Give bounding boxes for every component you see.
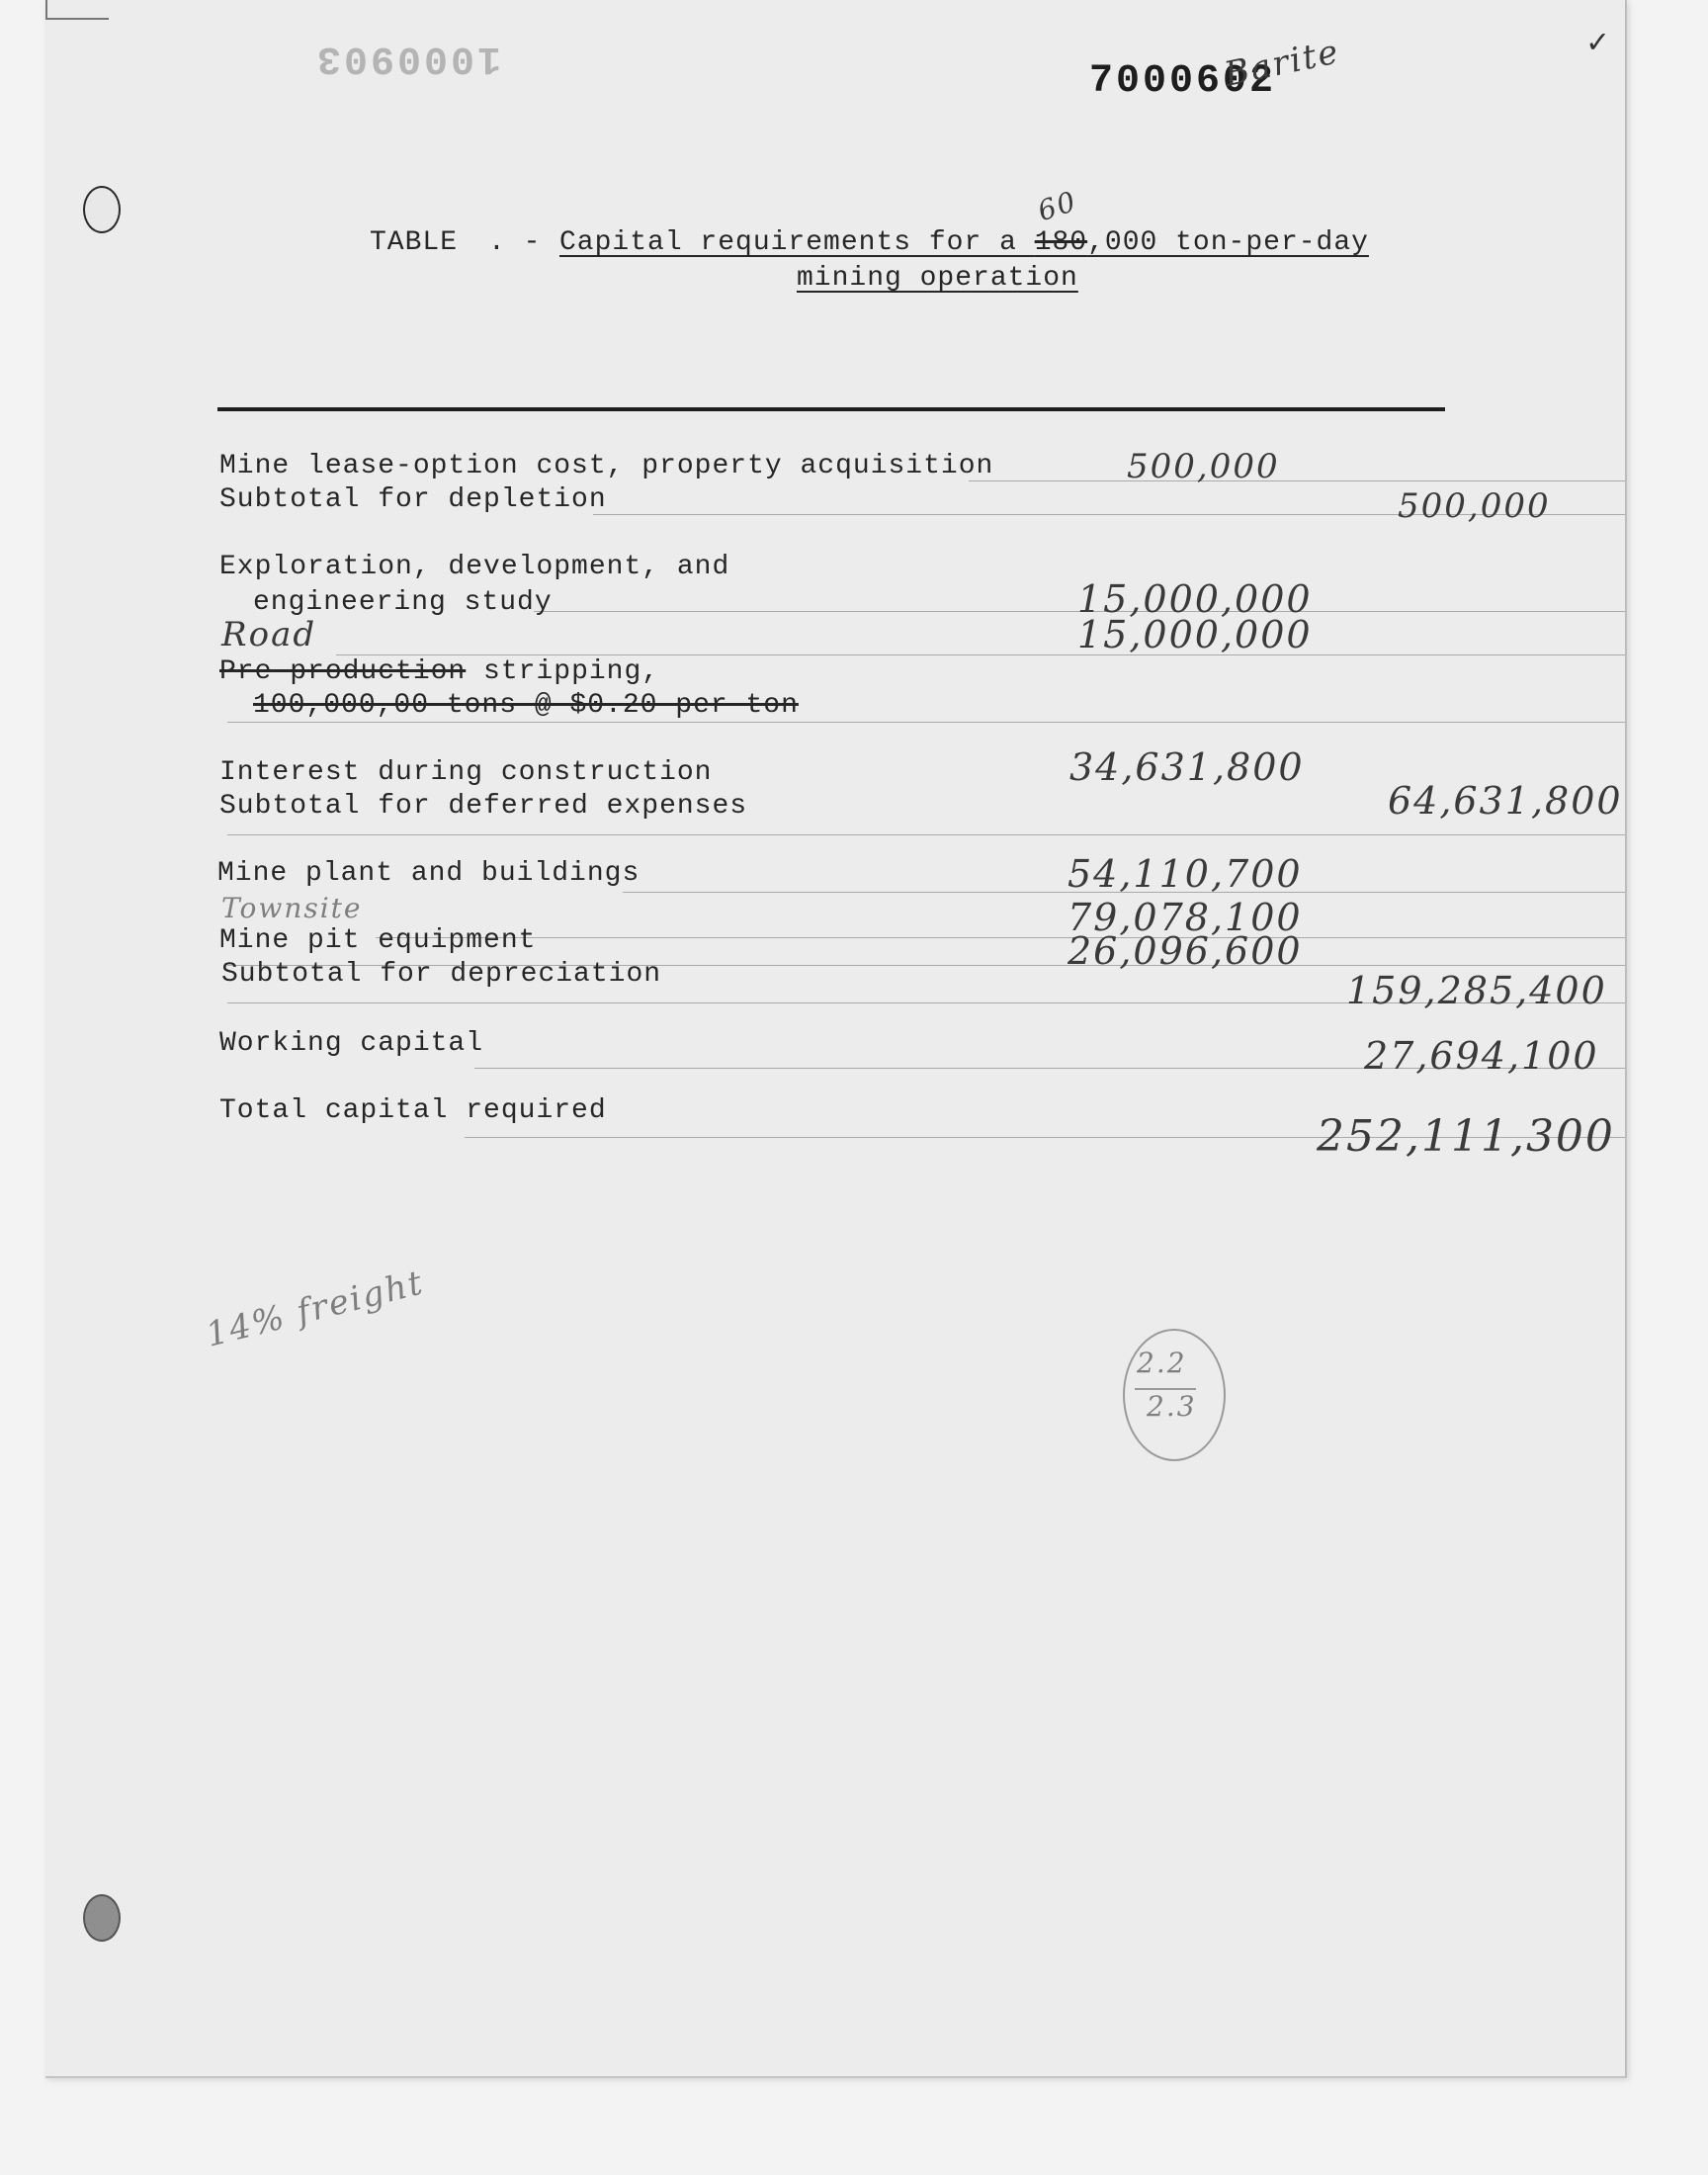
stripping-struck-part: Pre-production (219, 656, 467, 687)
stripping-rest: stripping, (466, 656, 660, 687)
punch-hole-top (83, 186, 121, 233)
freight-note: 14% freight (202, 1262, 429, 1355)
depreciation-value: 159,285,400 (1346, 969, 1607, 1012)
ratio-bottom: 2.3 (1147, 1390, 1197, 1423)
title-correction: 60 (1033, 184, 1081, 228)
exploration-label-2: engineering study (253, 587, 553, 618)
ghost-stamp (314, 36, 501, 80)
deferred-value: 64,631,800 (1388, 779, 1623, 823)
plant-label: Mine plant and buildings (217, 858, 640, 889)
total-capital-label: Total capital required (219, 1095, 607, 1126)
ledger-line (376, 937, 1625, 938)
ledger-line (336, 654, 1625, 655)
pit-value: 26,096,600 (1068, 929, 1303, 973)
corner-mark (45, 0, 109, 20)
townsite-label: Townsite (221, 892, 363, 924)
total-capital-value: 252,111,300 (1317, 1111, 1615, 1162)
stripping-label-2: 100,000,00 tons @ $0.20 per ton (253, 690, 799, 721)
working-capital-value: 27,694,100 (1364, 1034, 1599, 1078)
road-value: 15,000,000 (1077, 613, 1313, 656)
header-rule (217, 407, 1445, 411)
exploration-label-1: Exploration, development, and (219, 552, 730, 582)
stripping-label-1 (219, 656, 659, 687)
townsite-value: 79,078,100 (1068, 896, 1303, 939)
title-text-before: Capital requirements for a (559, 227, 1035, 258)
table-label: TABLE (370, 227, 459, 258)
interest-label: Interest during construction (219, 757, 713, 788)
plant-value: 54,110,700 (1068, 852, 1303, 896)
lease-value: 500,000 (1127, 447, 1280, 486)
table-title-line-2: mining operation (797, 263, 1078, 294)
ledger-line (969, 480, 1625, 481)
title-struck-number: 180 (1034, 227, 1088, 258)
depletion-label: Subtotal for depletion (219, 484, 607, 515)
checkmark: ✓ (1587, 26, 1608, 63)
ghost-stamp-number: 1000903 (314, 36, 502, 80)
table-title-line-1 (559, 227, 1369, 258)
ledger-line (227, 722, 1625, 723)
depletion-value: 500,000 (1398, 486, 1551, 526)
ledger-line (227, 834, 1625, 835)
working-capital-label: Working capital (219, 1028, 484, 1059)
title-separator: . - (488, 227, 542, 258)
deferred-label: Subtotal for deferred expenses (219, 791, 748, 822)
road-label: Road (221, 615, 317, 654)
lease-label: Mine lease-option cost, property acquisition (219, 451, 994, 481)
ratio-top: 2.2 (1137, 1347, 1187, 1379)
title-text-after: ,000 ton-per-day (1087, 227, 1369, 258)
document-number-stamp: 7000602 (1089, 59, 1277, 104)
depreciation-label: Subtotal for depreciation (221, 959, 662, 990)
exploration-value: 15,000,000 (1077, 577, 1313, 621)
stamp-annotation: Barite (1221, 32, 1344, 95)
pit-label: Mine pit equipment (219, 925, 537, 956)
interest-value: 34,631,800 (1069, 745, 1305, 789)
punch-hole-bottom (83, 1894, 121, 1942)
